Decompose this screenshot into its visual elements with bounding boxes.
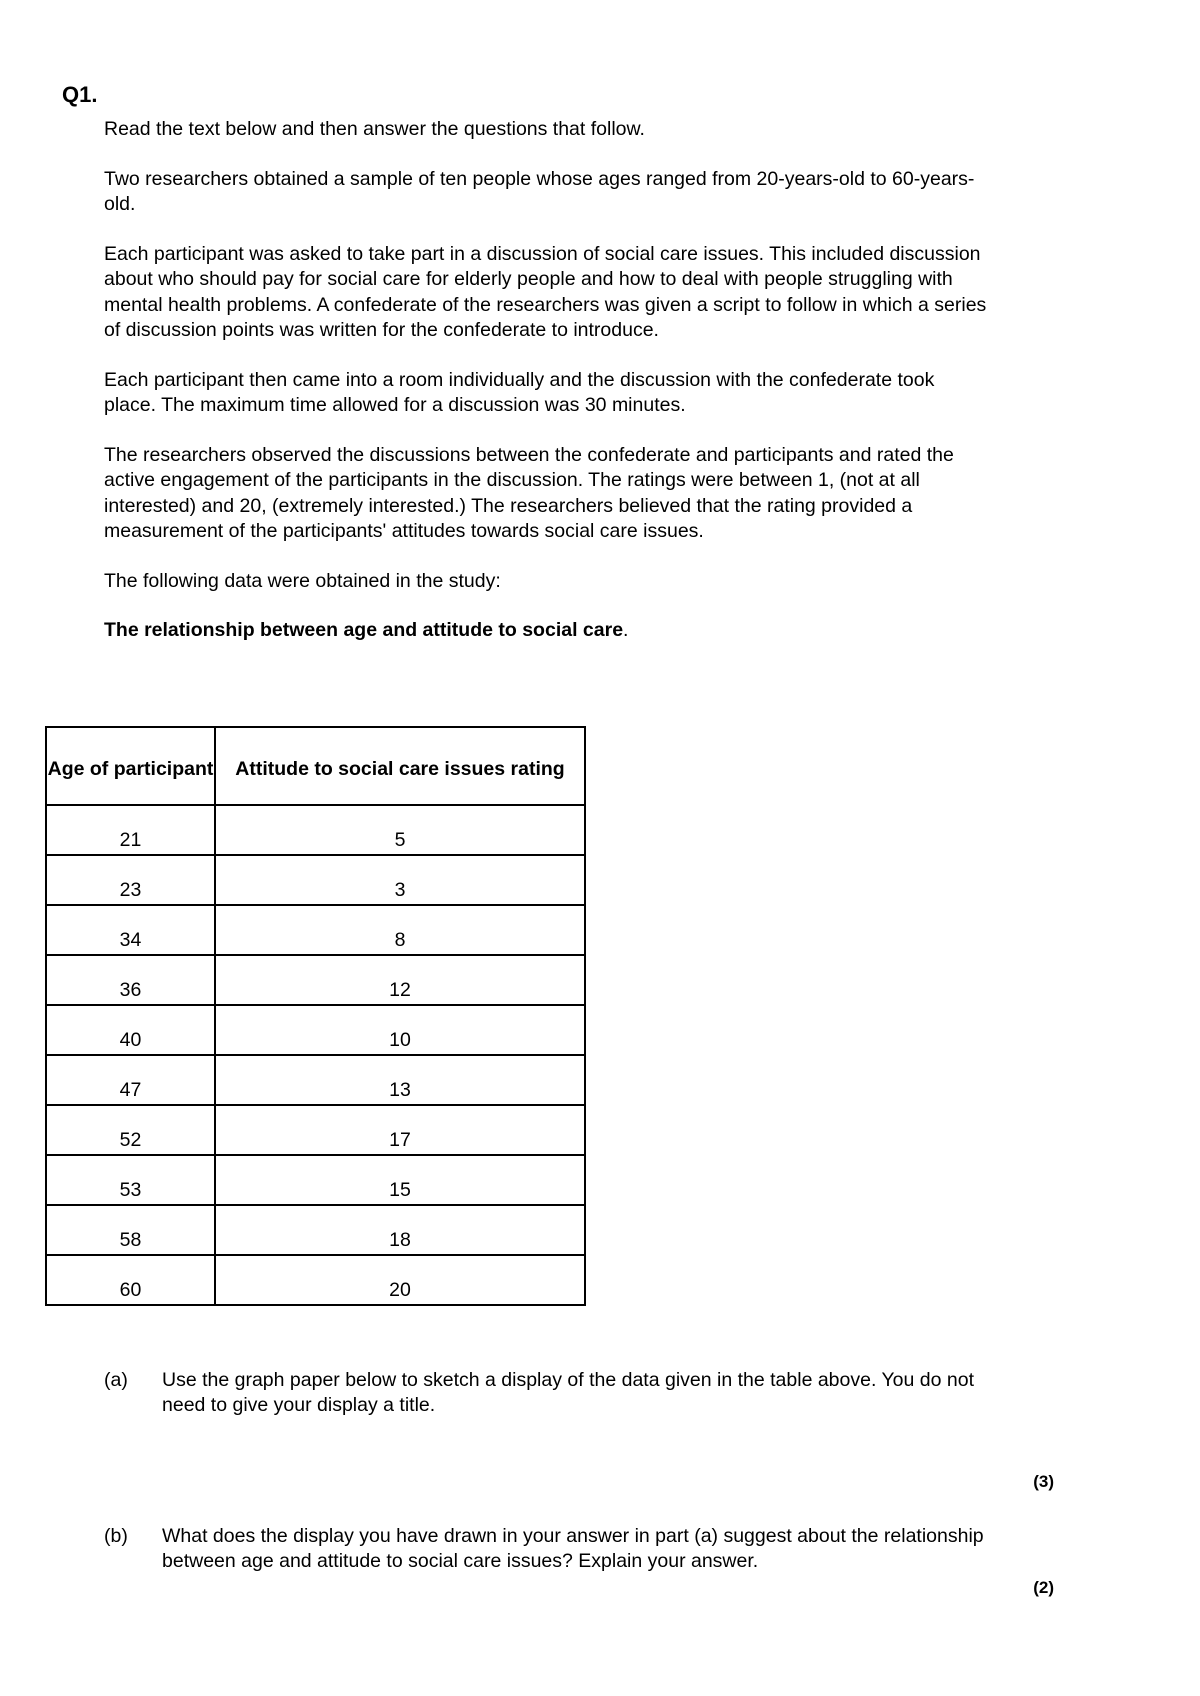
cell-age: 21 <box>46 805 215 855</box>
table-row <box>46 805 585 855</box>
header-attitude: Attitude to social care issues rating <box>215 727 585 805</box>
table-row <box>46 1255 585 1305</box>
part-b-text: What does the display you have drawn in your answer in part (a) suggest about the relationship between age and attitude to social care issues? Explain your answer. <box>162 1525 984 1572</box>
paragraph-discussion: Each participant then came into a room individually and the discussion with the confederate took place. The maximum time allowed for a discussion was 30 minutes. <box>104 368 935 416</box>
cell-attitude: 3 <box>215 855 585 905</box>
cell-age: 60 <box>46 1255 215 1305</box>
table-row <box>46 955 585 1005</box>
table-row <box>46 855 585 905</box>
table-row <box>46 1055 585 1105</box>
paragraph-intro: Read the text below and then answer the questions that follow. <box>104 118 645 140</box>
cell-attitude: 12 <box>215 955 585 1005</box>
cell-age: 36 <box>46 955 215 1005</box>
table-title: The relationship between age and attitude to social care <box>104 619 624 641</box>
cell-attitude: 10 <box>215 1005 585 1055</box>
data-table <box>45 726 586 1306</box>
table-header-row <box>46 727 585 805</box>
table-body <box>46 805 585 1305</box>
table-caption <box>104 618 1004 644</box>
table-row <box>46 1155 585 1205</box>
cell-age: 23 <box>46 855 215 905</box>
cell-age: 47 <box>46 1055 215 1105</box>
paragraph-procedure: Each participant was asked to take part in a discussion of social care issues. This included discussion about who should pay for social care for elderly people and how to deal with people struggling with mental health problems. A confederate of the researchers was given a script to follow in which a series of discussion points was written for the confederate to introduce. <box>104 242 987 341</box>
part-b-label: (b) <box>104 1525 128 1547</box>
paragraph-sample: Two researchers obtained a sample of ten people whose ages ranged from 20-years-old to 60-years-old. <box>104 167 975 215</box>
table-row <box>46 905 585 955</box>
cell-attitude: 17 <box>215 1105 585 1155</box>
cell-age: 53 <box>46 1155 215 1205</box>
paragraph-ratings: The researchers observed the discussions between the confederate and participants and rated the active engagement of the participants in the discussion. The ratings were between 1, (not at all interested) and 20, (extremely interested.) The researchers believed that the rating provided a measurement of the participants' attitudes towards social care issues. <box>104 443 954 542</box>
table-title-period: . <box>623 619 629 641</box>
part-a-marks: (3) <box>1033 1472 1054 1491</box>
cell-attitude: 20 <box>215 1255 585 1305</box>
header-age: Age of participant <box>46 727 215 805</box>
cell-attitude: 15 <box>215 1155 585 1205</box>
cell-age: 52 <box>46 1105 215 1155</box>
table-row <box>46 1005 585 1055</box>
table-row <box>46 1105 585 1155</box>
cell-attitude: 13 <box>215 1055 585 1105</box>
paragraph-data-intro: The following data were obtained in the study: <box>104 569 501 592</box>
cell-age: 40 <box>46 1005 215 1055</box>
cell-age: 34 <box>46 905 215 955</box>
cell-age: 58 <box>46 1205 215 1255</box>
cell-attitude: 8 <box>215 905 585 955</box>
cell-attitude: 5 <box>215 805 585 855</box>
table-row <box>46 1205 585 1255</box>
part-a-label: (a) <box>104 1369 128 1391</box>
cell-attitude: 18 <box>215 1205 585 1255</box>
question-text <box>104 117 1004 668</box>
question-number: Q1. <box>62 82 98 107</box>
part-b-marks: (2) <box>1033 1578 1054 1597</box>
part-a-text: Use the graph paper below to sketch a display of the data given in the table above. You do not need to give your display a title. <box>162 1369 974 1416</box>
